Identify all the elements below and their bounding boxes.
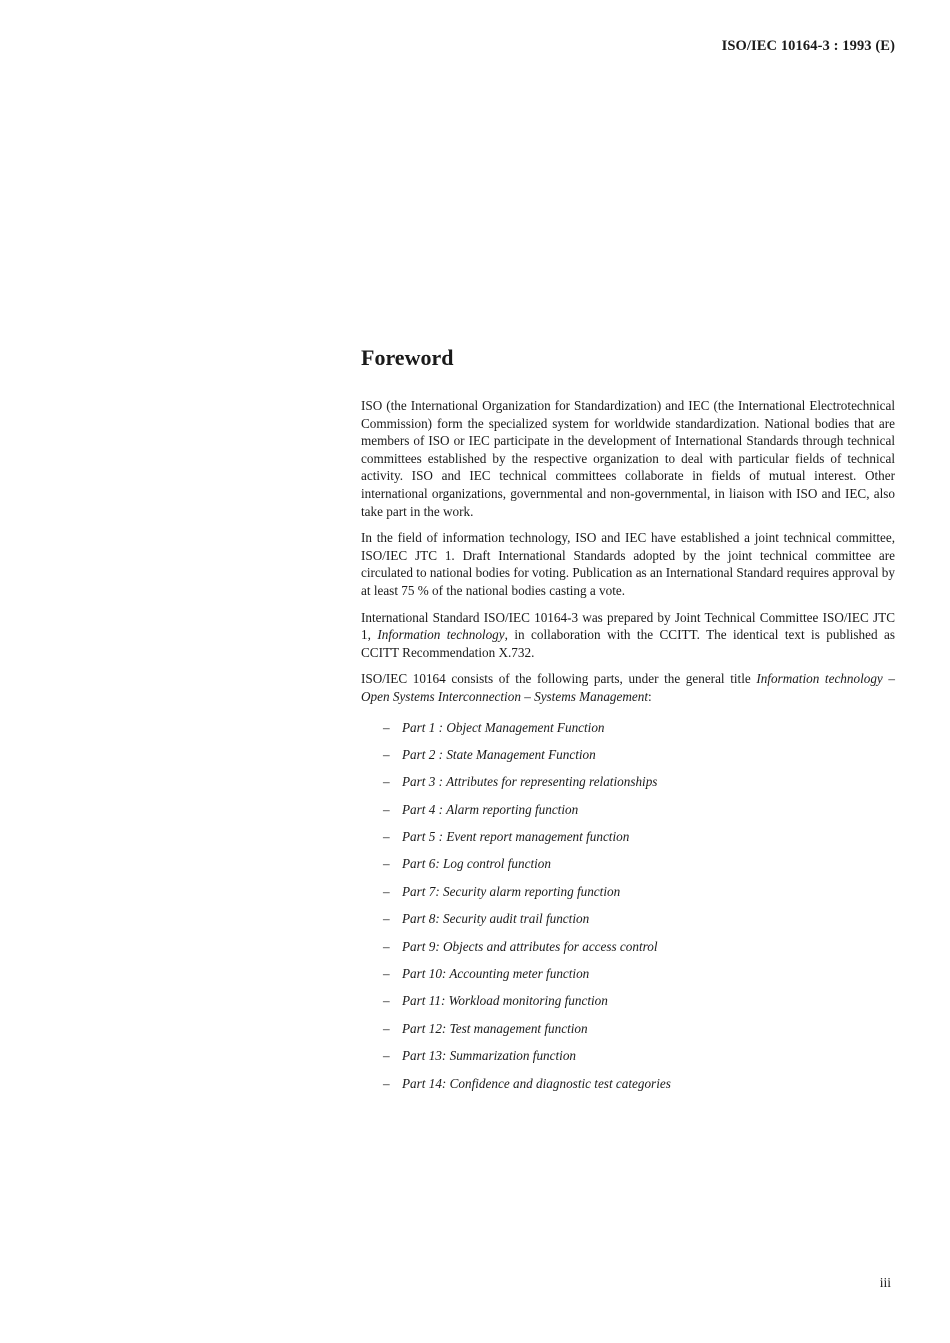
part-title: Part 7: Security alarm reporting function — [402, 883, 621, 899]
list-item — [361, 938, 895, 965]
prepared-text-after: , in collaboration with the CCITT. The identical text is published as CCITT Recommendation X.732. — [361, 627, 895, 660]
list-item — [361, 746, 895, 773]
prepared-text-italic: Information technology — [377, 627, 505, 643]
list-dash: – — [383, 746, 390, 762]
list-item — [361, 1075, 895, 1102]
foreword-section — [361, 343, 895, 1102]
part-title: Part 5 : Event report management function — [402, 829, 630, 845]
list-item — [361, 855, 895, 882]
part-title: Part 2 : State Management Function — [402, 746, 596, 762]
paragraph-prepared-by — [361, 609, 895, 662]
paragraph-iso-iec: ISO (the International Organization for Standardization) and IEC (the International Electrotechnical Commission) form the specialized system for worldwide standardization. National bodies that are members of ISO or IEC participate in the development of International Standards through technical committees established by the respective organization to deal with particular fields of technical activity. ISO and IEC technical committees collaborate in fields of mutual interest. Other international organizations, governmental and non-governmental, in liaison with ISO and IEC, also take part in the work. — [361, 398, 895, 519]
parts-intro-italic: Information technology – Open Systems Interconnection – Systems Management — [361, 671, 895, 704]
list-dash: – — [383, 938, 390, 954]
list-item — [361, 773, 895, 800]
list-dash: – — [383, 911, 390, 927]
parts-intro-after: : — [648, 688, 652, 704]
parts-list — [361, 719, 895, 1102]
list-dash: – — [383, 883, 390, 899]
prepared-text-before: International Standard ISO/IEC 10164-3 was prepared by Joint Technical Committee ISO/IEC JTC 1, — [361, 609, 895, 643]
list-dash: – — [383, 856, 390, 872]
document-designation: ISO/IEC 10164-3 : 1993 (E) — [721, 38, 895, 54]
parts-intro-before: ISO/IEC 10164 consists of the following parts, under the general title — [361, 671, 757, 687]
part-title: Part 9: Objects and attributes for access control — [402, 938, 658, 954]
list-item — [361, 801, 895, 828]
list-dash: – — [383, 829, 390, 845]
list-item — [361, 965, 895, 992]
list-item — [361, 992, 895, 1019]
list-item — [361, 1047, 895, 1074]
part-title: Part 12: Test management function — [402, 1020, 588, 1036]
list-item — [361, 828, 895, 855]
list-item — [361, 883, 895, 910]
list-dash: – — [383, 1020, 390, 1036]
list-dash: – — [383, 993, 390, 1009]
list-dash: – — [383, 719, 390, 735]
part-title: Part 3 : Attributes for representing relationships — [402, 774, 658, 790]
list-dash: – — [383, 801, 390, 817]
part-title: Part 13: Summarization function — [402, 1048, 577, 1064]
list-item — [361, 719, 895, 746]
page-title: Foreword — [361, 345, 454, 370]
part-title: Part 11: Workload monitoring function — [402, 993, 608, 1009]
list-dash: – — [383, 774, 390, 790]
part-title: Part 8: Security audit trail function — [402, 911, 590, 927]
part-title: Part 6: Log control function — [402, 856, 551, 872]
part-title: Part 10: Accounting meter function — [402, 966, 590, 982]
part-title: Part 1 : Object Management Function — [402, 719, 605, 735]
list-dash: – — [383, 1048, 390, 1064]
part-title: Part 4 : Alarm reporting function — [402, 801, 579, 817]
paragraph-jtc1: In the field of information technology, ISO and IEC have established a joint technical committee, ISO/IEC JTC 1. Draft International Standards adopted by the joint technical committee are circulated to national bodies for voting. Publication as an International Standard requires approval by at least 75 % of the national bodies casting a vote. — [361, 530, 895, 598]
part-title: Part 14: Confidence and diagnostic test categories — [402, 1075, 671, 1091]
list-dash: – — [383, 1075, 390, 1091]
list-item — [361, 910, 895, 937]
list-item — [361, 1020, 895, 1047]
list-dash: – — [383, 966, 390, 982]
paragraph-parts-intro — [361, 670, 895, 705]
page-number: iii — [879, 1275, 891, 1290]
